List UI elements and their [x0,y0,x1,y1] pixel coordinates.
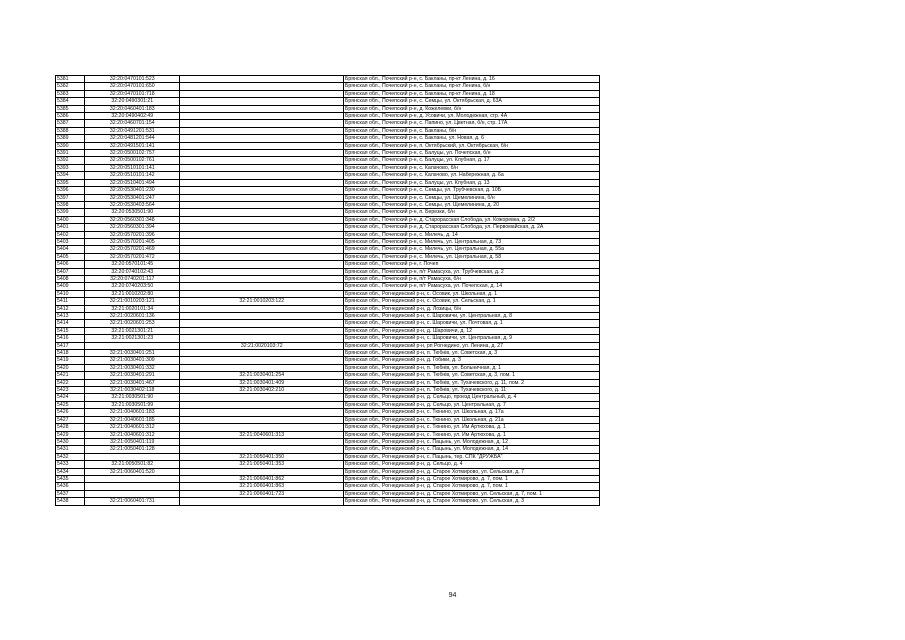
previous-number-cell [180,261,344,268]
previous-number-cell [180,350,344,357]
row-number-cell: 5420 [56,364,85,371]
previous-number-cell [180,357,344,364]
previous-number-cell [180,135,344,142]
address-cell: Брянская обл., Рогнединский р-н, с. Осовик, ул. Сельская, д. 1 [344,298,600,305]
previous-number-cell [180,142,344,149]
address-cell: Брянская обл., Почепский р-н, д. Старорасская Слобода, ул. Первомайская, д. 2А [344,224,600,231]
cadastral-number-cell: 32:20:0470101:650 [85,83,180,90]
table-row [56,416,600,423]
row-number-cell: 5385 [56,105,85,112]
row-number-cell: 5393 [56,164,85,171]
table-row [56,157,600,164]
row-number-cell: 5384 [56,98,85,105]
table-row [56,313,600,320]
address-cell: Брянская обл., Почепский р-н, с. Бакланы, ул. Новая, д. 6 [344,135,600,142]
previous-number-cell [180,409,344,416]
row-number-cell: 5410 [56,290,85,297]
address-cell: Брянская обл., Рогнединский р-н, д. Гобики, д. 3 [344,357,600,364]
cadastral-number-cell: 32:20:0491501:141 [85,142,180,149]
address-cell: Брянская обл., Рогнединский р-н, с. Пацынь, ул. Молодежная, д. 12 [344,438,600,445]
previous-number-cell [180,498,344,505]
table-row [56,275,600,282]
address-cell: Брянская обл., Почепский р-н, п. Березки, б/н [344,209,600,216]
row-number-cell: 5402 [56,231,85,238]
previous-number-cell [180,246,344,253]
cadastral-number-cell: 32:20:0460401:183 [85,105,180,112]
address-cell: Брянская обл., Рогнединский р-н, п. Тюбнів, ул. Советская, д. 3, пом. 1 [344,372,600,379]
table-row [56,298,600,305]
cadastral-number-cell: 32:21:0021301:23 [85,335,180,342]
cadastral-number-cell: 32:20:0510101:142 [85,172,180,179]
previous-number-cell [180,172,344,179]
table-row [56,453,600,460]
row-number-cell: 5382 [56,83,85,90]
address-cell: Брянская обл., Почепский р-н, с. Семцы, ул. Трубчевская, д. 10Б [344,187,600,194]
row-number-cell: 5424 [56,394,85,401]
row-number-cell: 5395 [56,179,85,186]
cadastral-number-cell: 32:21:0060401:731 [85,498,180,505]
previous-number-cell: 32:21:0060401:723 [180,490,344,497]
table-row [56,342,600,349]
table-row [56,387,600,394]
table-row [56,135,600,142]
table-row [56,350,600,357]
registry-sheet [55,75,600,506]
row-number-cell: 5412 [56,305,85,312]
row-number-cell: 5422 [56,379,85,386]
address-cell: Брянская обл., Рогнединский р-н, д. Сельцо, д. 4 [344,461,600,468]
address-cell: Брянская обл., Рогнединский р-н, с. Пацынь, тер. СПК "ДРУЖБА" [344,453,600,460]
row-number-cell: 5432 [56,453,85,460]
row-number-cell: 5409 [56,283,85,290]
row-number-cell: 5418 [56,350,85,357]
table-row [56,364,600,371]
row-number-cell: 5390 [56,142,85,149]
row-number-cell: 5392 [56,157,85,164]
table-row [56,261,600,268]
cadastral-number-cell [85,490,180,497]
cadastral-number-cell: 32:20:0740203:50 [85,283,180,290]
cadastral-number-cell: 32:20:0490402:49 [85,113,180,120]
table-row [56,209,600,216]
cadastral-number-cell: 32:21:0040601:312 [85,431,180,438]
row-number-cell: 5401 [56,224,85,231]
previous-number-cell [180,290,344,297]
address-cell: Брянская обл., Почепский р-н, с. Семцы, ул. Октябрьская, д. 63А [344,98,600,105]
address-cell: Брянская обл., Почепский р-н, п/т Рамасуха, б/н [344,275,600,282]
previous-number-cell [180,327,344,334]
address-cell: Брянская обл., Почепский р-н, п/т Рамасуха, ул. Трубчевская, д. 2 [344,268,600,275]
row-number-cell: 5415 [56,327,85,334]
address-cell: Брянская обл., Рогнединский р-н, с. Шаровичи, ул. Центральная, д. 9 [344,335,600,342]
address-cell: Брянская обл., Рогнединский р-н, д. Сельцо, проезд Центральный, д. 4 [344,394,600,401]
table-row [56,268,600,275]
previous-number-cell [180,150,344,157]
address-cell: Брянская обл., Почепский р-н, д. Усовичи, ул. Молодежная, стр. 4А [344,113,600,120]
previous-number-cell: 32:21:0020103:72 [180,342,344,349]
row-number-cell: 5406 [56,261,85,268]
previous-number-cell [180,231,344,238]
address-cell: Брянская обл., Рогнединский р-н, п. Тюбнів, ул. Тухачевского, д. 11, пом. 2 [344,379,600,386]
address-cell: Брянская обл., Почепский р-н, с. Милечь, д. 14 [344,231,600,238]
address-cell: Брянская обл., Почепский р-н, с. Бакланы, пр-кт Ленина, б/н [344,83,600,90]
previous-number-cell [180,313,344,320]
cadastral-number-cell: 32:20:0500102:761 [85,157,180,164]
address-cell: Брянская обл., Рогнединский р-н, с. Тюнино, ул. Им Артюхова, д. 1 [344,431,600,438]
row-number-cell: 5414 [56,320,85,327]
address-cell: Брянская обл., Рогнединский р-н, с. Тюнино, ул. Им Артюхова, д. 1 [344,424,600,431]
table-row [56,98,600,105]
cadastral-number-cell: 32:21:0030401:251 [85,350,180,357]
row-number-cell: 5417 [56,342,85,349]
previous-number-cell: 32:21:0030401:409 [180,379,344,386]
cadastral-number-cell: 32:21:0060401:520 [85,468,180,475]
address-cell: Брянская обл., Почепский р-н, с. Калачово, б/н [344,164,600,171]
previous-number-cell [180,320,344,327]
row-number-cell: 5430 [56,438,85,445]
row-number-cell: 5419 [56,357,85,364]
table-row [56,335,600,342]
address-cell: Брянская обл., Почепский р-н, с. Бакланы, пр-кт Ленина, д. 16 [344,76,600,83]
address-cell: Брянская обл., Почепский р-н, с. Бакланы, б/н [344,127,600,134]
row-number-cell: 5436 [56,483,85,490]
previous-number-cell [180,253,344,260]
previous-number-cell [180,238,344,245]
previous-number-cell [180,424,344,431]
previous-number-cell [180,90,344,97]
row-number-cell: 5434 [56,468,85,475]
address-cell: Брянская обл., Рогнединский р-н, д. Сельцо, ул. Центральная, д. 7 [344,401,600,408]
cadastral-number-cell: 32:20:0570201:469 [85,246,180,253]
cadastral-number-cell: 32:20:0740102:43 [85,268,180,275]
row-number-cell: 5411 [56,298,85,305]
address-cell: Брянская обл., Рогнединский р-н, с. Осовик, ул. Школьная, д. 1 [344,290,600,297]
previous-number-cell [180,394,344,401]
address-cell: Брянская обл., Почепский р-н, с. Семцы, ул. Щемелинина, б/н [344,194,600,201]
table-row [56,490,600,497]
table-row [56,113,600,120]
cadastral-number-cell: 32:21:0030401:332 [85,364,180,371]
previous-number-cell [180,179,344,186]
table-row [56,231,600,238]
table-row [56,424,600,431]
address-cell: Брянская обл., Почепский р-н, с. Балуцы, ул. Клубная, д. 13 [344,179,600,186]
previous-number-cell [180,164,344,171]
address-cell: Брянская обл., Рогнединский р-н, д. Старое Хотмирово, д. 7, пом. 1 [344,475,600,482]
table-row [56,379,600,386]
row-number-cell: 5399 [56,209,85,216]
row-number-cell: 5421 [56,372,85,379]
previous-number-cell [180,201,344,208]
cadastral-number-cell: 32:20:0470101:523 [85,76,180,83]
previous-number-cell [180,194,344,201]
cadastral-number-cell: 32:21:0030401:291 [85,372,180,379]
cadastral-number-cell: 32:20:0570201:405 [85,238,180,245]
previous-number-cell: 32:21:0050401:350 [180,453,344,460]
cadastral-number-cell: 32:21:0040601:183 [85,409,180,416]
row-number-cell: 5405 [56,253,85,260]
address-cell: Брянская обл., Рогнединский р-н, с. Шаровичи, ул. Центральная, д. 8 [344,313,600,320]
table-row [56,372,600,379]
row-number-cell: 5425 [56,401,85,408]
table-row [56,224,600,231]
cadastral-number-cell: 32:21:0010202:80 [85,290,180,297]
table-row [56,105,600,112]
cadastral-number-cell: 32:20:0570101:45 [85,261,180,268]
table-row [56,187,600,194]
table-row [56,438,600,445]
table-row [56,431,600,438]
previous-number-cell [180,113,344,120]
cadastral-number-cell: 32:20:0510101:141 [85,164,180,171]
table-row [56,90,600,97]
address-cell: Брянская обл., Почепский р-н, с. Балуцы, ул. Клубная, д. 17 [344,157,600,164]
row-number-cell: 5437 [56,490,85,497]
address-cell: Брянская обл., Почепский р-н, с. Папино, ул. Цветная, б/н, стр. 17А [344,120,600,127]
row-number-cell: 5388 [56,127,85,134]
address-cell: Брянская обл., Рогнединский р-н, д. Старое Хотмирово, ул. Сельская, д. 7, пом. 1 [344,490,600,497]
row-number-cell: 5438 [56,498,85,505]
address-cell: Брянская обл., Рогнединский р-н, п. Тюбнів, ул. Советская, д. 3 [344,350,600,357]
address-cell: Брянская обл., Почепский р-н, с. Милечь, ул. Центральная, д. 58 [344,253,600,260]
table-row [56,305,600,312]
row-number-cell: 5428 [56,424,85,431]
row-number-cell: 5407 [56,268,85,275]
table-row [56,164,600,171]
cadastral-number-cell: 32:21:0050401:119 [85,438,180,445]
row-number-cell: 5394 [56,172,85,179]
address-cell: Брянская обл., Почепский р-н, г. Почеп [344,261,600,268]
cadastral-number-cell: 32:20:0560301:348 [85,216,180,223]
address-cell: Брянская обл., Рогнединский р-н, с. Тюнино, ул. Школьная, д. 17а [344,409,600,416]
address-cell: Брянская обл., Рогнединский р-н, с. Шаровичи, ул. Почтовая, д. 1 [344,320,600,327]
cadastral-number-cell: 32:20:0570201:472 [85,253,180,260]
cadastral-number-cell [85,342,180,349]
address-cell: Брянская обл., Рогнединский р-н, п. Тюбнів, ул. Тухачевского, д. 11 [344,387,600,394]
previous-number-cell [180,275,344,282]
table-row [56,401,600,408]
table-row [56,475,600,482]
cadastral-number-cell: 32:20:0530401:247 [85,194,180,201]
row-number-cell: 5383 [56,90,85,97]
cadastral-number-cell: 32:20:0470101:718 [85,90,180,97]
previous-number-cell [180,268,344,275]
cadastral-number-cell: 32:20:0530401:230 [85,187,180,194]
address-cell: Брянская обл., Почепский р-н, с. Калачово, ул. Набережная, д. 6а [344,172,600,179]
cadastral-number-cell: 32:21:0050501:82 [85,461,180,468]
table-row [56,216,600,223]
row-number-cell: 5391 [56,150,85,157]
table-row [56,76,600,83]
address-cell: Брянская обл., Рогнединский р-н, п. Тюбнів, ул. Больничная, д. 1 [344,364,600,371]
address-cell: Брянская обл., Почепский р-н, п/т Рамасуха, ул. Почепская, д. 14 [344,283,600,290]
previous-number-cell [180,216,344,223]
table-row [56,142,600,149]
previous-number-cell: 32:21:0060401:863 [180,483,344,490]
previous-number-cell [180,76,344,83]
table-row [56,83,600,90]
table-row [56,283,600,290]
table-row [56,150,600,157]
row-number-cell: 5423 [56,387,85,394]
address-cell: Брянская обл., Рогнединский р-н, с. Пацынь, ул. Молодежная, д. 14 [344,446,600,453]
cadastral-number-cell: 32:20:0530403:564 [85,201,180,208]
address-cell: Брянская обл., Рогнединский р-н, рп Рогнедино, ул. Ленина, д. 27 [344,342,600,349]
cadastral-number-cell: 32:21:0020601:253 [85,320,180,327]
previous-number-cell [180,305,344,312]
previous-number-cell: 32:21:0060401:862 [180,475,344,482]
previous-number-cell: 32:21:0040601:313 [180,431,344,438]
row-number-cell: 5400 [56,216,85,223]
row-number-cell: 5381 [56,76,85,83]
table-row [56,461,600,468]
row-number-cell: 5435 [56,475,85,482]
previous-number-cell [180,416,344,423]
previous-number-cell [180,401,344,408]
table-row [56,201,600,208]
row-number-cell: 5397 [56,194,85,201]
address-cell: Брянская обл., Почепский р-н, с. Милечь, ул. Центральная, д. 55а [344,246,600,253]
table-row [56,246,600,253]
previous-number-cell: 32:21:0030401:254 [180,372,344,379]
previous-number-cell [180,224,344,231]
row-number-cell: 5398 [56,201,85,208]
address-cell: Брянская обл., Почепский р-н, с. Бакланы, пр-кт Ленина, д. 18 [344,90,600,97]
cadastral-number-cell: 32:21:0020601:136 [85,313,180,320]
cadastral-number-cell: 32:20:0510401:494 [85,179,180,186]
previous-number-cell [180,105,344,112]
row-number-cell: 5396 [56,187,85,194]
cadastral-number-cell: 32:20:0481201:544 [85,135,180,142]
row-number-cell: 5413 [56,313,85,320]
cadastral-number-cell: 32:21:0010203:121 [85,298,180,305]
address-cell: Брянская обл., Рогнединский р-н, д. Старое Хотмирово, ул. Сельская, д. 3 [344,498,600,505]
cadastral-number-cell: 32:20:0530501:90 [85,209,180,216]
address-cell: Брянская обл., Рогнединский р-н, д. Старое Хотмирово, ул. Сельская, д. 7 [344,468,600,475]
table-row [56,194,600,201]
page-number: 94 [448,592,457,599]
address-cell: Брянская обл., Почепский р-н, п. Октябрьский, ул. Октябрьская, б/н [344,142,600,149]
cadastral-number-cell: 32:21:0021301:21 [85,327,180,334]
previous-number-cell [180,283,344,290]
cadastral-number-cell: 32:21:0040601:185 [85,416,180,423]
address-cell: Брянская обл., Рогнединский р-н, д. Старое Хотмирово, д. 7, пом. 1 [344,483,600,490]
previous-number-cell [180,438,344,445]
cadastral-number-cell: 32:20:0570201:396 [85,231,180,238]
cadastral-number-cell: 32:21:0030402:118 [85,387,180,394]
previous-number-cell [180,187,344,194]
row-number-cell: 5429 [56,431,85,438]
table-row [56,179,600,186]
previous-number-cell: 32:21:0010203:122 [180,298,344,305]
cadastral-number-cell: 32:21:0050401:128 [85,446,180,453]
row-number-cell: 5426 [56,409,85,416]
cadastral-number-cell: 32:20:0560301:394 [85,224,180,231]
table-row [56,498,600,505]
address-cell: Брянская обл., Почепский р-н, д. Старорасская Слобода, ул. Кожоревка, д. 2/2 [344,216,600,223]
previous-number-cell [180,209,344,216]
row-number-cell: 5416 [56,335,85,342]
previous-number-cell [180,98,344,105]
address-cell: Брянская обл., Рогнединский р-н, д. Лозицы, б/н [344,305,600,312]
row-number-cell: 5389 [56,135,85,142]
previous-number-cell [180,83,344,90]
table-row [56,320,600,327]
registry-table [55,75,600,506]
row-number-cell: 5427 [56,416,85,423]
address-cell: Брянская обл., Рогнединский р-н, с. Тюнино, ул. Школьная, д. 21а [344,416,600,423]
table-row [56,446,600,453]
table-row [56,120,600,127]
row-number-cell: 5408 [56,275,85,282]
address-cell: Брянская обл., Почепский р-н, с. Балуцы, ул. Почепская, б/н [344,150,600,157]
table-row [56,468,600,475]
cadastral-number-cell [85,483,180,490]
cadastral-number-cell: 32:21:0030501:99 [85,401,180,408]
cadastral-number-cell: 32:20:0740201:117 [85,275,180,282]
cadastral-number-cell: 32:20:0500102:757 [85,150,180,157]
address-cell: Брянская обл., Почепский р-н, с. Милечь, ул. Центральная, д. 73 [344,238,600,245]
table-row [56,327,600,334]
previous-number-cell [180,468,344,475]
registry-table-body [56,76,600,506]
cadastral-number-cell: 32:20:0491201:531 [85,127,180,134]
cadastral-number-cell [85,453,180,460]
address-cell: Брянская обл., Рогнединский р-н, д. Шаровичи, д. 12 [344,327,600,334]
table-row [56,483,600,490]
table-row [56,357,600,364]
address-cell: Брянская обл., Почепский р-н, д. Кожелевки, б/н [344,105,600,112]
address-cell: Брянская обл., Почепский р-н, с. Семцы, ул. Щемелинина, д. 20 [344,201,600,208]
cadastral-number-cell: 32:20:0490301:21 [85,98,180,105]
row-number-cell: 5403 [56,238,85,245]
previous-number-cell [180,157,344,164]
cadastral-number-cell: 32:21:0030401:309 [85,357,180,364]
previous-number-cell: 32:21:0050401:353 [180,461,344,468]
cadastral-number-cell: 32:21:0030401:467 [85,379,180,386]
row-number-cell: 5433 [56,461,85,468]
row-number-cell: 5431 [56,446,85,453]
row-number-cell: 5386 [56,113,85,120]
cadastral-number-cell [85,475,180,482]
table-row [56,172,600,179]
table-row [56,290,600,297]
cadastral-number-cell: 32:21:0040601:312 [85,424,180,431]
table-row [56,253,600,260]
previous-number-cell [180,120,344,127]
table-row [56,394,600,401]
table-row [56,127,600,134]
cadastral-number-cell: 32:20:0460701:154 [85,120,180,127]
previous-number-cell [180,335,344,342]
row-number-cell: 5404 [56,246,85,253]
previous-number-cell: 32:21:0030402:210 [180,387,344,394]
table-row [56,409,600,416]
table-row [56,238,600,245]
row-number-cell: 5387 [56,120,85,127]
cadastral-number-cell: 32:21:0030501:90 [85,394,180,401]
previous-number-cell [180,364,344,371]
previous-number-cell [180,446,344,453]
cadastral-number-cell: 32:21:0020101:34 [85,305,180,312]
previous-number-cell [180,127,344,134]
